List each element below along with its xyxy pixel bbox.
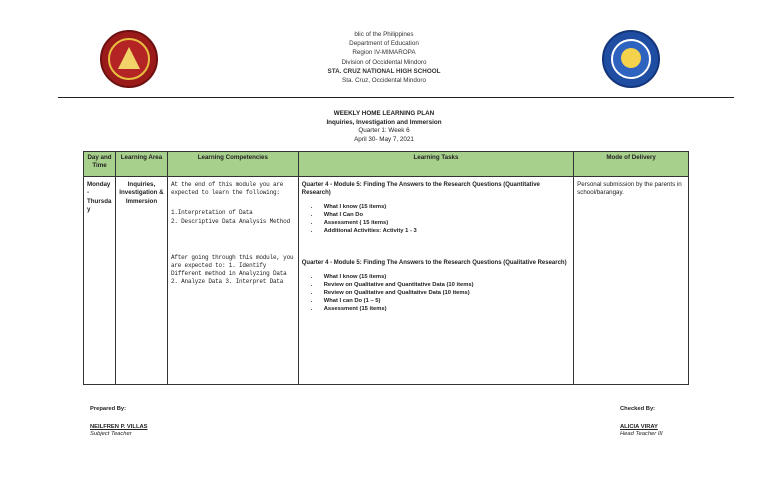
list-item: • What I Can Do bbox=[320, 211, 570, 219]
plan-dates: April 30- May 7, 2021 bbox=[354, 135, 414, 143]
table-row bbox=[84, 177, 689, 385]
task-block-2-list bbox=[320, 273, 570, 313]
prepared-by-title: Subject Teacher bbox=[90, 431, 132, 437]
task-block-2-heading: Quarter 4 - Module 5: Finding The Answers to the Research Questions (Qualitative Research) bbox=[301, 260, 567, 266]
letterhead-school: STA. CRUZ NATIONAL HIGH SCHOOL bbox=[327, 67, 441, 75]
letterhead-address: Sta. Cruz, Occidental Mindoro bbox=[342, 77, 426, 85]
list-item: • Additional Activities: Activity 1 - 3 bbox=[320, 227, 570, 235]
competency-after: After going through this module, you are expected to: 1. Identify Different method in Analyzing Data 2. Analyze Data 3. Interpret Data bbox=[170, 253, 294, 286]
competency-intro: At the end of this module you are expected to learn the following: bbox=[170, 181, 284, 197]
header-learning-competencies: Learning Competencies bbox=[167, 152, 298, 177]
checked-by-title: Head Teacher III bbox=[620, 431, 663, 437]
letterhead-republic: blic of the Philippines bbox=[354, 31, 414, 38]
cell-day-time: Monday - Thursda y bbox=[84, 177, 116, 385]
checked-by-name: ALICIA VIRAY bbox=[620, 423, 658, 430]
checked-by-label: Checked By: bbox=[620, 406, 656, 412]
list-item: • What I can Do (1 – 5) bbox=[320, 297, 570, 305]
table-header-row bbox=[84, 152, 689, 177]
cell-learning-area: Inquiries, Investigation & Immersion bbox=[115, 177, 167, 385]
list-item: • Review on Qualitative and Qualitative Data (10 items) bbox=[320, 289, 570, 297]
task-block-1-list bbox=[320, 203, 570, 235]
header-divider bbox=[58, 97, 734, 98]
list-item: • Review on Qualitative and Quantitative Data (10 items) bbox=[320, 281, 570, 289]
header-day-time: Day and Time bbox=[84, 152, 116, 177]
task-block-1-heading: Quarter 4 - Module 5: Finding The Answers to the Research Questions (Quantitative Research) bbox=[301, 182, 540, 196]
header-mode-of-delivery: Mode of Delivery bbox=[574, 152, 689, 177]
prepared-by-block bbox=[90, 406, 148, 439]
cell-learning-competencies bbox=[167, 177, 298, 385]
deped-seal-emblem bbox=[621, 48, 641, 68]
checked-by-block bbox=[620, 406, 663, 439]
letterhead-region: Region IV-MIMAROPA bbox=[352, 49, 416, 57]
cell-learning-tasks bbox=[298, 177, 573, 385]
letterhead bbox=[250, 30, 518, 85]
letterhead-division: Division of Occidental Mindoro bbox=[341, 58, 427, 66]
list-item: • What I know (15 items) bbox=[320, 273, 570, 281]
learning-plan-table bbox=[83, 151, 689, 385]
cell-mode-of-delivery: Personal submission by the parents in school/barangay. bbox=[574, 177, 689, 385]
deped-seal-logo bbox=[602, 30, 660, 88]
plan-week: Quarter 1: Week 6 bbox=[358, 127, 410, 135]
header-learning-tasks: Learning Tasks bbox=[298, 152, 573, 177]
competency-item-2: 2. Descriptive Data Analysis Method bbox=[170, 217, 290, 225]
school-seal-logo bbox=[100, 30, 158, 88]
plan-title-block bbox=[250, 110, 518, 144]
plan-title: WEEKLY HOME LEARNING PLAN bbox=[333, 110, 435, 117]
list-item: • What I know (15 items) bbox=[320, 203, 570, 211]
list-item: • Assessment ( 15 items) bbox=[320, 219, 570, 227]
header-learning-area: Learning Area bbox=[115, 152, 167, 177]
list-item: • Assessment (15 items) bbox=[320, 305, 570, 313]
prepared-by-label: Prepared By: bbox=[90, 406, 127, 412]
prepared-by-name: NEILFREN P. VILLAS bbox=[90, 423, 148, 430]
letterhead-department: Department of Education bbox=[349, 40, 419, 48]
competency-item-1: 1.Interpretation of Data bbox=[170, 209, 253, 217]
plan-subject: Inquiries, Investigation and Immersion bbox=[326, 118, 442, 126]
